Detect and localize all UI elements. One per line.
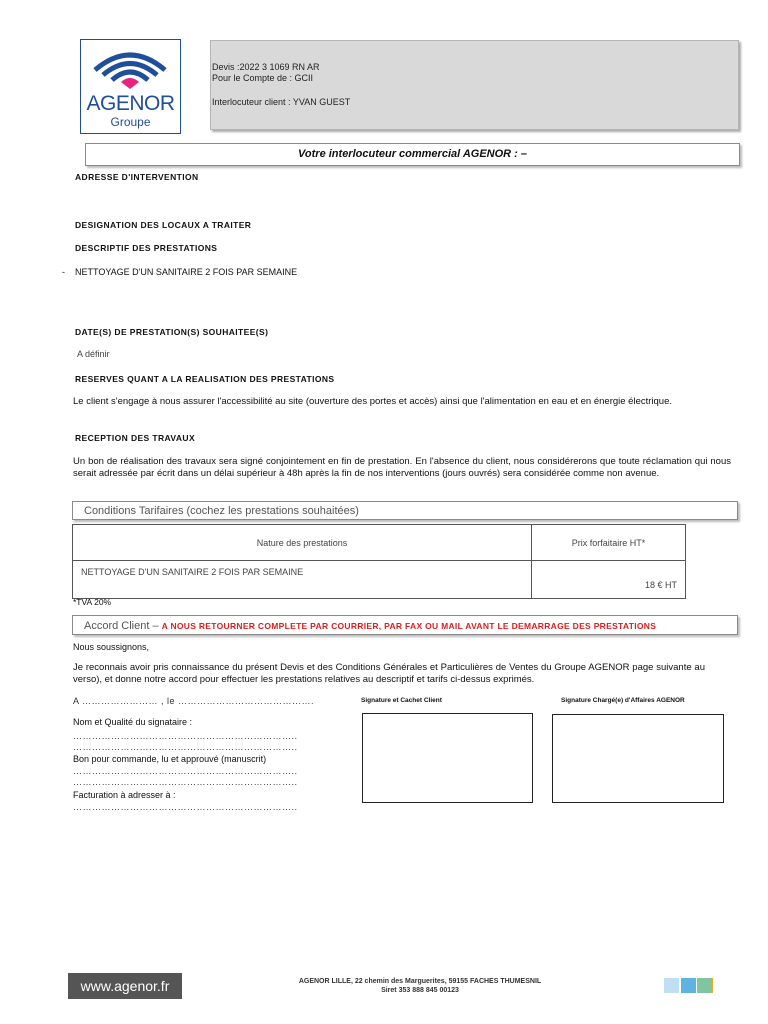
row-prix: 18 € HT (532, 561, 686, 599)
website-link[interactable]: www.agenor.fr (68, 973, 182, 999)
quote-header-box (210, 40, 739, 130)
bon-line-1[interactable]: …………………………………………………………….. (73, 766, 298, 776)
price-table (72, 524, 686, 599)
sig-client-label: Signature et Cachet Client (361, 697, 442, 704)
deco-square-2 (681, 978, 696, 993)
table-row (73, 561, 686, 599)
logo-name: AGENOR (86, 92, 175, 115)
greeting: Nous soussignons, (73, 642, 150, 652)
heading-designation: DESIGNATION DES LOCAUX A TRAITER (75, 220, 252, 230)
bon-line-2[interactable]: …………………………………………………………….. (73, 777, 298, 787)
signatory-line-2[interactable]: …………………………………………………………….. (73, 742, 298, 752)
footer-address: AGENOR LILLE, 22 chemin des Marguerites, 59155 FACHES THUMESNIL (298, 978, 542, 985)
facturation-label: Facturation à adresser à : (73, 790, 176, 800)
commercial-contact-bar: Votre interlocuteur commercial AGENOR : – (85, 143, 740, 166)
signatory-label: Nom et Qualité du signataire : (73, 717, 193, 727)
sig-agenor-label: Signature Chargé(e) d'Affaires AGENOR (561, 697, 685, 704)
account-name: Pour le Compte de : GCII (212, 73, 314, 83)
signatory-line-1[interactable]: …………………………………………………………….. (73, 731, 298, 741)
heading-adresse: ADRESSE D'INTERVENTION (75, 172, 199, 182)
col-header-nature: Nature des prestations (73, 525, 532, 561)
tva-note: *TVA 20% (73, 597, 112, 607)
logo-subtitle: Groupe (110, 115, 151, 129)
col-header-prix: Prix forfaitaire HT* (532, 525, 686, 561)
accord-label: Accord Client – (84, 620, 159, 632)
heading-reserves: RESERVES QUANT A LA REALISATION DES PRESTATIONS (75, 374, 335, 384)
prestation-item: NETTOYAGE D'UN SANITAIRE 2 FOIS PAR SEMAINE (75, 267, 298, 277)
reception-text: Un bon de réalisation des travaux sera signé conjointement en fin de prestation. En l'absence du client, nous considérerons que toute réclamation qui nous serait adressée par écrit dans un délai supérieur à 48h après la fin de nos interventions (jours ouvrés) sera considérée comme non avenue. (73, 456, 731, 479)
agreement-text: Je reconnais avoir pris connaissance du présent Devis et des Conditions Générales et Particulières de Ventes du Groupe AGENOR page suivante au verso), et donne notre accord pour effectuer les prestations relatives au descriptif et tarifs ci-dessus exprimés. (73, 662, 705, 685)
bon-commande-label: Bon pour commande, lu et approuvé (manuscrit) (73, 754, 267, 764)
heading-descriptif: DESCRIPTIF DES PRESTATIONS (75, 243, 218, 253)
accord-bar (72, 615, 738, 635)
conditions-bar: Conditions Tarifaires (cochez les prestations souhaitées) (72, 501, 738, 520)
client-signature-box[interactable] (362, 713, 533, 803)
agenor-logo (80, 39, 181, 134)
deco-square-4 (712, 978, 713, 993)
facturation-line[interactable]: …………………………………………………………….. (73, 802, 298, 812)
deco-square-3 (697, 978, 712, 993)
heading-reception: RECEPTION DES TRAVAUX (75, 433, 196, 443)
agenor-signature-box[interactable] (552, 714, 724, 803)
deco-square-1 (664, 978, 679, 993)
accord-notice: A NOUS RETOURNER COMPLETE PAR COURRIER, PAR FAX OU MAIL AVANT LE DEMARRAGE DES PRESTATIONS (161, 621, 657, 631)
row-nature[interactable]: NETTOYAGE D'UN SANITAIRE 2 FOIS PAR SEMAINE (73, 561, 532, 599)
place-date-field[interactable]: A …………………… , le ……………………………………. (73, 696, 315, 706)
wifi-arcs-icon (81, 40, 180, 95)
devis-number: Devis :2022 3 1069 RN AR (212, 62, 320, 72)
reserves-text: Le client s'engage à nous assurer l'accessibilité au site (ouverture des portes et accès) ainsi que l'alimentation en eau et en énergie électrique. (73, 396, 673, 407)
footer-siret: Siret 353 888 845 00123 (381, 987, 459, 994)
client-contact: Interlocuteur client : YVAN GUEST (212, 97, 351, 107)
heading-dates: DATE(S) DE PRESTATION(S) SOUHAITEE(S) (75, 327, 269, 337)
prestation-bullet: - (62, 267, 65, 277)
dates-value: A définir (77, 349, 110, 359)
